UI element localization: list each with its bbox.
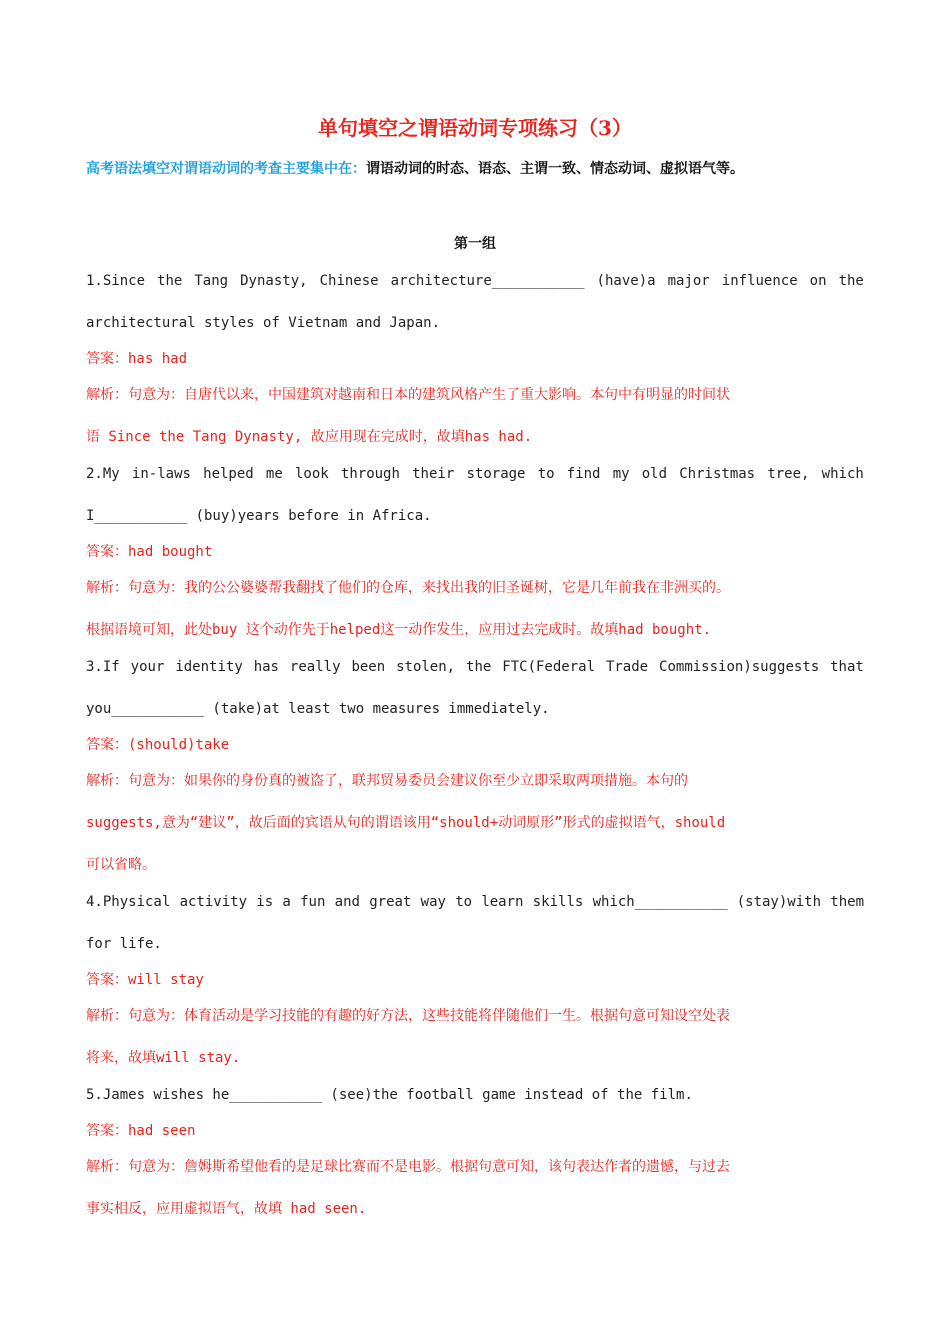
intro-line: [86, 158, 886, 178]
word: your: [130, 659, 165, 675]
question-3-explanation-2: suggests,意为“建议”，故后面的宾语从句的谓语该用“should+动词原形”形式的虚拟语气，should: [86, 815, 726, 831]
question-2-answer: 答案：had bought: [86, 544, 213, 560]
word: 1.Since: [86, 273, 146, 289]
word: been: [351, 659, 386, 675]
word: to: [537, 466, 555, 482]
question-1-line-1: [86, 271, 864, 291]
intro-rest: 谓语动词的时态、语态、主谓一致、情态动词、虚拟语气等。: [366, 161, 744, 177]
word: FTC(Federal: [502, 659, 595, 675]
question-4-explanation-2: 将来，故填will stay.: [86, 1050, 241, 1066]
word: helped: [203, 466, 254, 482]
question-4-line-2: for life.: [86, 936, 162, 952]
question-5-line-1: 5.James wishes he___________ (see)the football game instead of the film.: [86, 1087, 693, 1103]
word: Trade: [605, 659, 649, 675]
question-3-explanation-1: 解析：句意为：如果你的身份真的被盗了，联邦贸易委员会建议你至少立即采取两项措施。本句的: [86, 773, 688, 789]
word: the: [466, 659, 492, 675]
question-3-line-1: [86, 657, 864, 677]
word: (have)a: [596, 273, 656, 289]
word: great: [369, 894, 412, 910]
group-title: 第一组: [454, 236, 496, 252]
word: on: [809, 273, 827, 289]
word: has: [253, 659, 279, 675]
word: my: [612, 466, 630, 482]
word: me: [265, 466, 283, 482]
word: (stay)with: [736, 894, 822, 910]
word: storage: [466, 466, 526, 482]
word: 2.My: [86, 466, 120, 482]
word: architecture___________: [390, 273, 585, 289]
word: learn: [481, 894, 524, 910]
question-5-explanation-2: 事实相反，应用虚拟语气，故填 had seen.: [86, 1201, 367, 1217]
word: a: [282, 894, 291, 910]
question-1-explanation-2: 语 Since the Tang Dynasty, 故应用现在完成时，故填has had.: [86, 429, 533, 445]
question-4-line-1: [86, 892, 864, 912]
word: skills: [532, 894, 584, 910]
word: to: [455, 894, 473, 910]
word: activity: [179, 894, 247, 910]
word: identity: [175, 659, 243, 675]
word: really: [289, 659, 341, 675]
word: which___________: [592, 894, 728, 910]
question-2-explanation-2: 根据语境可知，此处buy 这个动作先于helped这一动作发生，应用过去完成时。故填had bought.: [86, 622, 712, 638]
word: influence: [721, 273, 798, 289]
question-1-explanation-1: 解析：句意为：自唐代以来，中国建筑对越南和日本的建筑风格产生了重大影响。本句中有明显的时间状: [86, 387, 730, 403]
page-title: 单句填空之谓语动词专项练习（3）: [318, 116, 632, 140]
question-2-line-2: I___________ (buy)years before in Africa.: [86, 508, 432, 524]
word: through: [340, 466, 400, 482]
word: them: [830, 894, 864, 910]
word: Chinese: [319, 273, 379, 289]
word: tree,: [767, 466, 810, 482]
word: in-laws: [131, 466, 191, 482]
question-4-answer: 答案：will stay: [86, 972, 204, 988]
word: that: [830, 659, 864, 675]
word: Tang: [194, 273, 229, 289]
word: their: [412, 466, 455, 482]
question-2-explanation-1: 解析：句意为：我的公公婆婆帮我翻找了他们的仓库，来找出我的旧圣诞树，它是几年前我在非洲买的。: [86, 580, 730, 596]
word: find: [566, 466, 601, 482]
question-1-line-2: architectural styles of Vietnam and Japan.: [86, 315, 441, 331]
question-3-explanation-3: 可以省略。: [86, 857, 156, 873]
word: 3.If: [86, 659, 120, 675]
word: the: [157, 273, 183, 289]
question-2-line-1: [86, 464, 864, 484]
word: Commission)suggests: [659, 659, 820, 675]
word: the: [838, 273, 864, 289]
word: look: [294, 466, 329, 482]
word: old: [641, 466, 668, 482]
word: 4.Physical: [86, 894, 171, 910]
word: Christmas: [679, 466, 756, 482]
word: way: [420, 894, 446, 910]
intro-lead: 高考语法填空对谓语动词的考查主要集中在：: [86, 161, 366, 177]
word: is: [256, 894, 274, 910]
word: fun: [300, 894, 326, 910]
word: stolen,: [396, 659, 456, 675]
question-1-answer: 答案：has had: [86, 351, 188, 367]
word: which: [821, 466, 864, 482]
question-4-explanation-1: 解析：句意为：体育活动是学习技能的有趣的好方法，这些技能将伴随他们一生。根据句意可知设空处表: [86, 1008, 730, 1024]
word: Dynasty,: [240, 273, 308, 289]
question-3-answer: 答案：(should)take: [86, 737, 230, 753]
question-3-line-2: you___________ (take)at least two measures immediately.: [86, 701, 550, 717]
question-5-answer: 答案：had seen: [86, 1123, 196, 1139]
word: major: [667, 273, 710, 289]
question-5-explanation-1: 解析：句意为：詹姆斯希望他看的是足球比赛而不是电影。根据句意可知，该句表达作者的遗憾，与过去: [86, 1159, 730, 1175]
word: and: [334, 894, 360, 910]
